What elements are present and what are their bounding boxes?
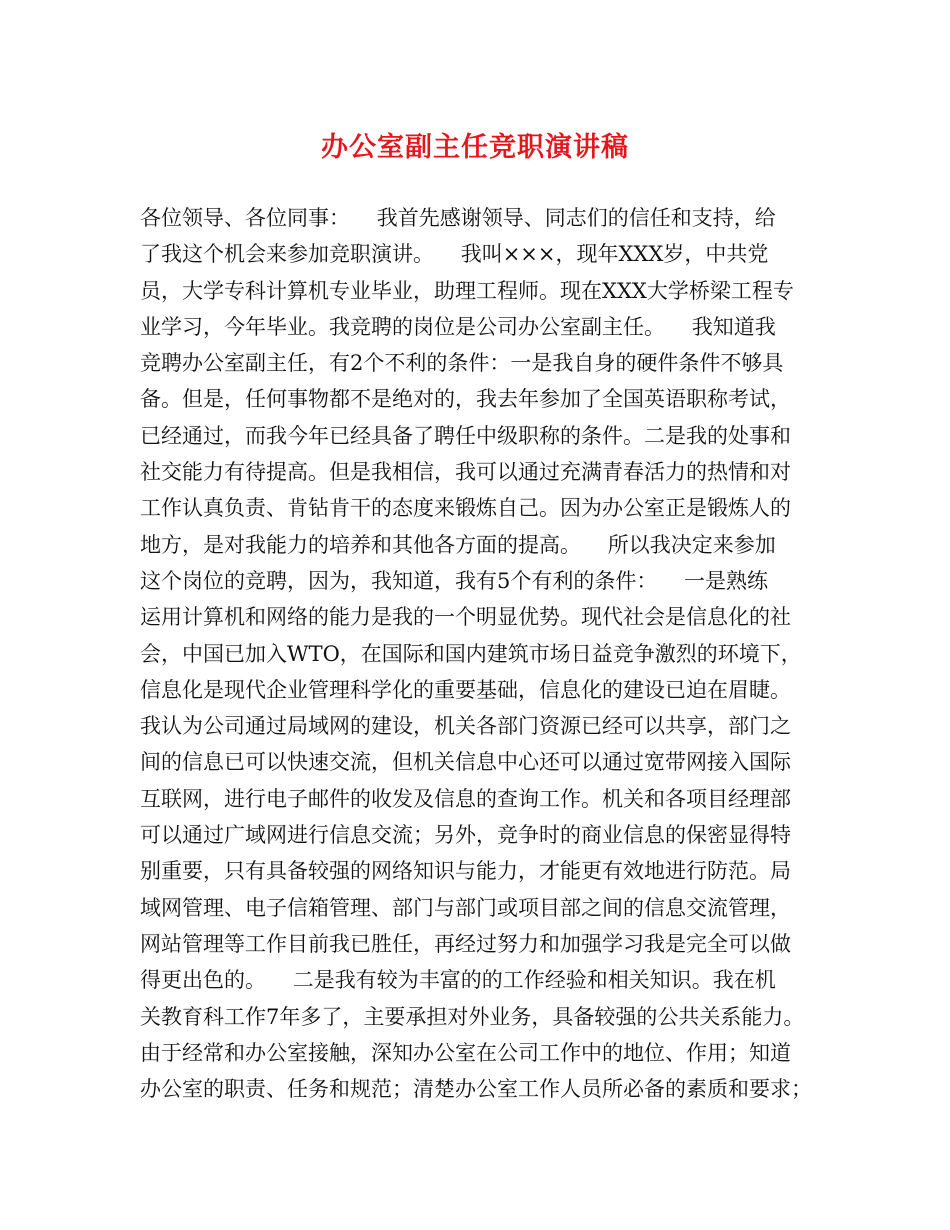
body-line: 已经通过，而我今年已经具备了聘任中级职称的条件。二是我的处事和 bbox=[140, 423, 791, 448]
body-line: 域网管理、电子信箱管理、部门与部门或项目部之间的信息交流管理， bbox=[140, 895, 791, 920]
body-line: 了我这个机会来参加竞职演讲。 我叫×××，现年XXX岁，中共党 bbox=[140, 242, 769, 267]
document-title: 办公室副主任竞职演讲稿 bbox=[321, 132, 629, 163]
body-line: 互联网，进行电子邮件的收发及信息的查询工作。机关和各项目经理部 bbox=[140, 786, 791, 811]
body-line: 我认为公司通过局域网的建设，机关各部门资源已经可以共享，部门之 bbox=[140, 714, 791, 739]
body-line: 员，大学专科计算机专业毕业，助理工程师。现在XXX大学桥梁工程专 bbox=[140, 278, 794, 303]
body-line: 运用计算机和网络的能力是我的一个明显优势。现代社会是信息化的社 bbox=[140, 605, 791, 630]
body-line: 社交能力有待提高。但是我相信，我可以通过充满青春活力的热情和对 bbox=[140, 460, 791, 485]
body-line: 备。但是，任何事物都不是绝对的，我去年参加了全国英语职称考试， bbox=[140, 387, 791, 412]
body-line: 竞聘办公室副主任，有2个不利的条件：一是我自身的硬件条件不够具 bbox=[140, 351, 784, 376]
body-line: 办公室的职责、任务和规范；清楚办公室工作人员所必备的素质和要求； bbox=[140, 1077, 812, 1102]
body-line: 工作认真负责、肯钻肯干的态度来锻炼自己。因为办公室正是锻炼人的 bbox=[140, 496, 791, 521]
body-line: 关教育科工作7年多了，主要承担对外业务，具备较强的公共关系能力。 bbox=[140, 1004, 805, 1029]
body-line: 信息化是现代企业管理科学化的重要基础，信息化的建设已迫在眉睫。 bbox=[140, 677, 791, 702]
body-line: 这个岗位的竞聘，因为，我知道，我有5个有利的条件： 一是熟练 bbox=[140, 568, 769, 593]
body-line: 网站管理等工作目前我已胜任，再经过努力和加强学习我是完全可以做 bbox=[140, 931, 791, 956]
body-line: 间的信息已可以快速交流，但机关信息中心还可以通过宽带网接入国际 bbox=[140, 750, 791, 775]
body-line: 业学习，今年毕业。我竞聘的岗位是公司办公室副主任。 我知道我 bbox=[140, 314, 776, 339]
body-line: 由于经常和办公室接触，深知办公室在公司工作中的地位、作用；知道 bbox=[140, 1040, 791, 1065]
body-line: 地方，是对我能力的培养和其他各方面的提高。 所以我决定来参加 bbox=[140, 532, 776, 557]
body-line: 会，中国已加入WTO，在国际和国内建筑市场日益竞争激烈的环境下， bbox=[140, 641, 802, 666]
body-line: 可以通过广域网进行信息交流；另外，竞争时的商业信息的保密显得特 bbox=[140, 823, 791, 848]
body-line: 得更出色的。 二是我有较为丰富的的工作经验和相关知识。我在机 bbox=[140, 968, 776, 993]
body-line: 别重要，只有具备较强的网络知识与能力，才能更有效地进行防范。局 bbox=[140, 859, 791, 884]
body-line: 各位领导、各位同事： 我首先感谢领导、同志们的信任和支持，给 bbox=[140, 206, 776, 230]
document-body bbox=[140, 200, 830, 1107]
